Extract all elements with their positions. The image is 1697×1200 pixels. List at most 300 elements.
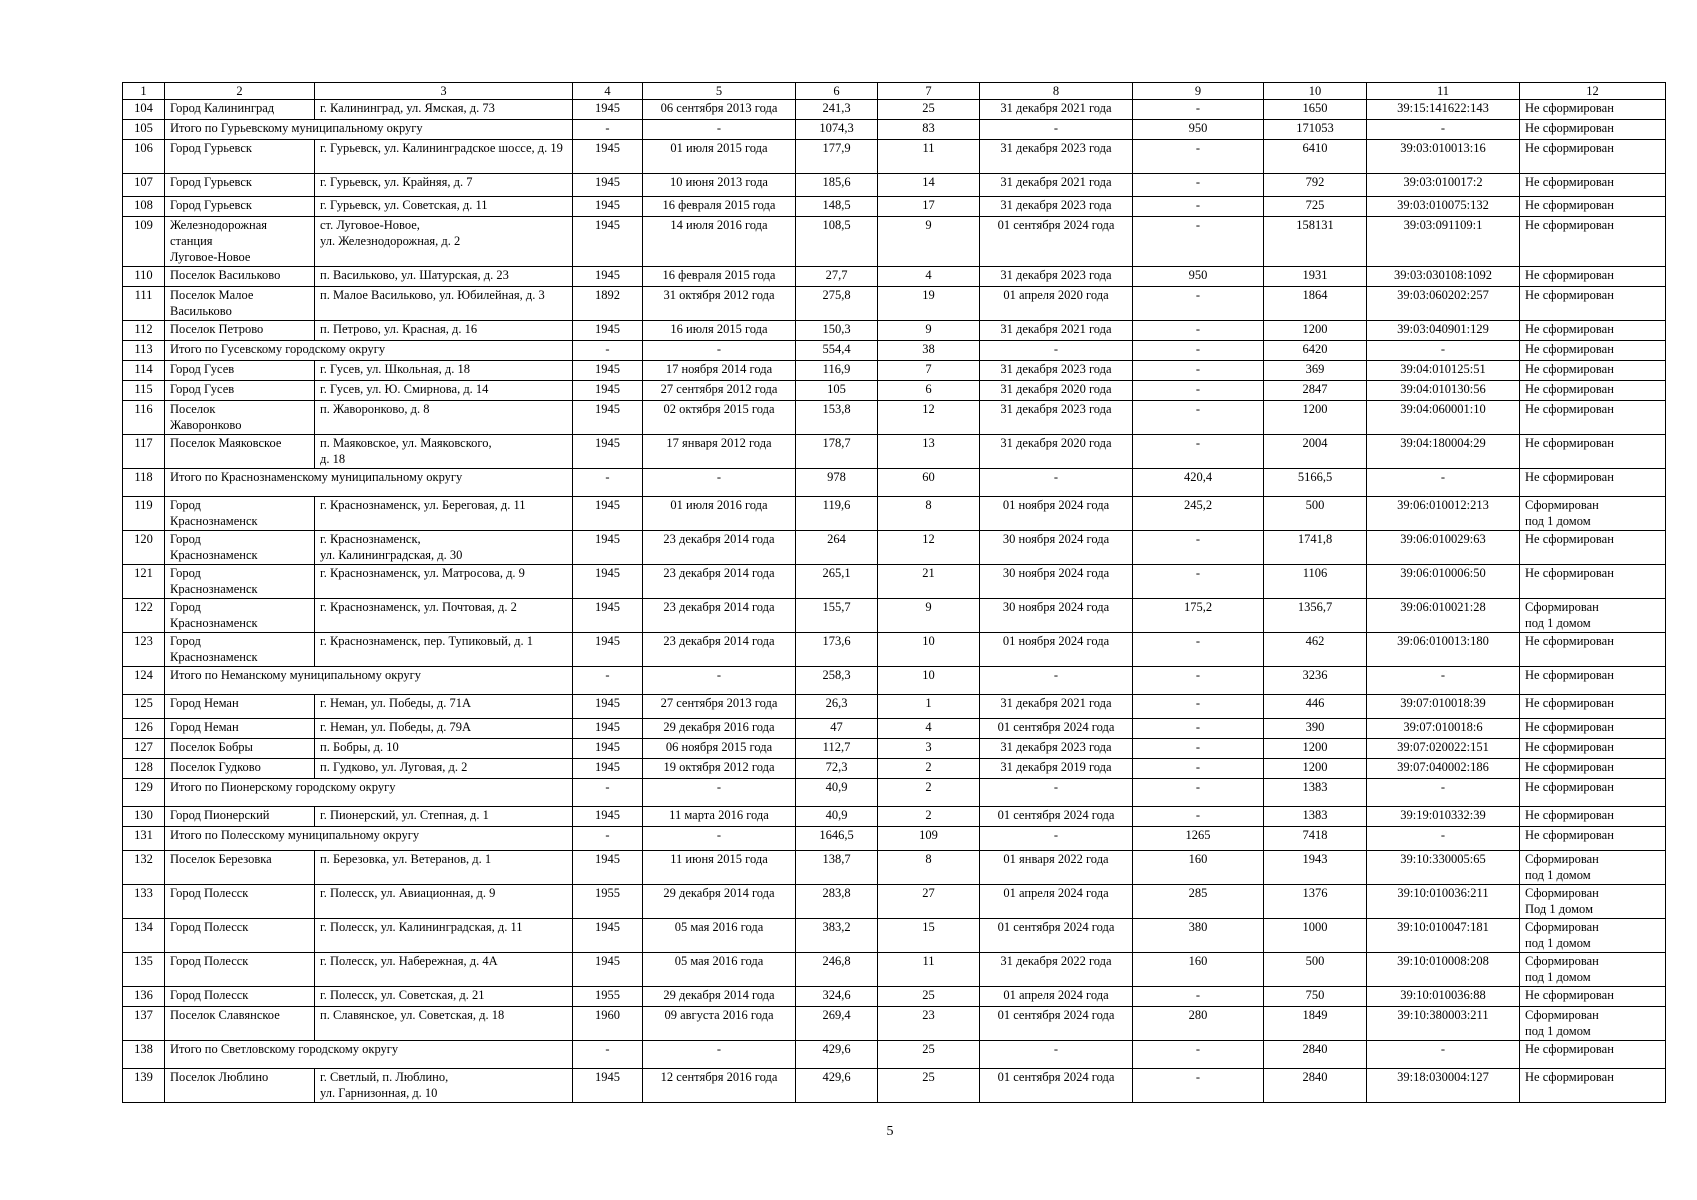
date-cell: 31 октября 2012 года: [643, 287, 796, 321]
row-number-cell: 127: [123, 739, 165, 759]
table-row: [123, 435, 1666, 469]
cadastral-number-cell: 39:03:030108:1092: [1367, 267, 1520, 287]
total-label: Итого по Полесскому муниципальному округу: [165, 827, 573, 851]
amount-cell: -: [1133, 321, 1264, 341]
cadastral-number-cell: 39:15:141622:143: [1367, 100, 1520, 120]
amount-cell: -: [1133, 1069, 1264, 1103]
amount-cell: 280: [1133, 1007, 1264, 1041]
locality-cell: Город Неман: [165, 695, 315, 719]
year-cell: 1945: [573, 807, 643, 827]
address-cell: п. Малое Васильково, ул. Юбилейная, д. 3: [315, 287, 573, 321]
address-cell: г. Краснознаменск, ул. Калининградская, д. 30: [315, 531, 573, 565]
date-cell: -: [643, 120, 796, 140]
table-row: [123, 531, 1666, 565]
year-cell: 1945: [573, 633, 643, 667]
amount-cell: 1265: [1133, 827, 1264, 851]
status-cell: Не сформирован: [1520, 197, 1666, 217]
amount-cell: -: [1133, 361, 1264, 381]
status-cell: Не сформирован: [1520, 120, 1666, 140]
plot-area-cell: 1106: [1264, 565, 1367, 599]
date-cell: -: [643, 1041, 796, 1069]
plot-area-cell: 1864: [1264, 287, 1367, 321]
plot-area-cell: 1200: [1264, 759, 1367, 779]
plot-area-cell: 6420: [1264, 341, 1367, 361]
address-cell: г. Пионерский, ул. Степная, д. 1: [315, 807, 573, 827]
row-number-cell: 134: [123, 919, 165, 953]
cadastral-number-cell: 39:10:380003:211: [1367, 1007, 1520, 1041]
plot-area-cell: 2004: [1264, 435, 1367, 469]
area-cell: 258,3: [796, 667, 878, 695]
deadline-cell: 31 декабря 2023 года: [980, 401, 1133, 435]
cadastral-number-cell: 39:07:040002:186: [1367, 759, 1520, 779]
row-number-cell: 136: [123, 987, 165, 1007]
status-cell: Не сформирован: [1520, 695, 1666, 719]
date-cell: 06 сентября 2013 года: [643, 100, 796, 120]
row-number-cell: 126: [123, 719, 165, 739]
total-row: [123, 827, 1666, 851]
deadline-cell: 31 декабря 2021 года: [980, 174, 1133, 197]
row-number: 129: [123, 779, 165, 807]
plot-area-cell: 1741,8: [1264, 531, 1367, 565]
address-cell: п. Славянское, ул. Советская, д. 18: [315, 1007, 573, 1041]
area-cell: 150,3: [796, 321, 878, 341]
year-cell: 1945: [573, 953, 643, 987]
plot-area-cell: 1383: [1264, 779, 1367, 807]
address-cell: г. Гурьевск, ул. Крайняя, д. 7: [315, 174, 573, 197]
table-row: [123, 1069, 1666, 1103]
date-cell: 23 декабря 2014 года: [643, 599, 796, 633]
year-cell: 1945: [573, 719, 643, 739]
residents-cell: 6: [878, 381, 980, 401]
amount-cell: -: [1133, 174, 1264, 197]
residents-cell: 38: [878, 341, 980, 361]
year-cell: 1945: [573, 217, 643, 267]
status-cell: Не сформирован: [1520, 435, 1666, 469]
column-number: 11: [1367, 83, 1520, 100]
cadastral-number-cell: -: [1367, 667, 1520, 695]
cadastral-number-cell: 39:10:010047:181: [1367, 919, 1520, 953]
residents-cell: 25: [878, 1041, 980, 1069]
residents-cell: 4: [878, 719, 980, 739]
date-cell: 16 февраля 2015 года: [643, 197, 796, 217]
date-cell: 23 декабря 2014 года: [643, 565, 796, 599]
total-row: [123, 120, 1666, 140]
row-number-cell: 110: [123, 267, 165, 287]
date-cell: 29 декабря 2014 года: [643, 987, 796, 1007]
area-cell: 119,6: [796, 497, 878, 531]
area-cell: 108,5: [796, 217, 878, 267]
address-cell: п. Васильково, ул. Шатурская, д. 23: [315, 267, 573, 287]
table-row: [123, 100, 1666, 120]
deadline-cell: -: [980, 1041, 1133, 1069]
area-cell: 185,6: [796, 174, 878, 197]
plot-area-cell: 1383: [1264, 807, 1367, 827]
row-number-cell: 104: [123, 100, 165, 120]
row-number-cell: 135: [123, 953, 165, 987]
area-cell: 148,5: [796, 197, 878, 217]
cadastral-number-cell: 39:04:060001:10: [1367, 401, 1520, 435]
year-cell: -: [573, 779, 643, 807]
year-cell: 1955: [573, 885, 643, 919]
address-cell: г. Краснознаменск, ул. Матросова, д. 9: [315, 565, 573, 599]
date-cell: 23 декабря 2014 года: [643, 633, 796, 667]
amount-cell: -: [1133, 381, 1264, 401]
plot-area-cell: 2840: [1264, 1041, 1367, 1069]
residents-cell: 8: [878, 851, 980, 885]
area-cell: 1074,3: [796, 120, 878, 140]
total-label: Итого по Пионерскому городскому округу: [165, 779, 573, 807]
status-cell: Не сформирован: [1520, 287, 1666, 321]
cadastral-number-cell: 39:03:091109:1: [1367, 217, 1520, 267]
address-cell: ст. Луговое-Новое, ул. Железнодорожная, д. 2: [315, 217, 573, 267]
area-cell: 72,3: [796, 759, 878, 779]
date-cell: -: [643, 667, 796, 695]
row-number-cell: 133: [123, 885, 165, 919]
address-cell: г. Краснознаменск, пер. Тупиковый, д. 1: [315, 633, 573, 667]
area-cell: 429,6: [796, 1069, 878, 1103]
area-cell: 383,2: [796, 919, 878, 953]
area-cell: 241,3: [796, 100, 878, 120]
table-row: [123, 140, 1666, 174]
column-number: 4: [573, 83, 643, 100]
residents-cell: 21: [878, 565, 980, 599]
residents-cell: 17: [878, 197, 980, 217]
deadline-cell: -: [980, 667, 1133, 695]
plot-area-cell: 1200: [1264, 321, 1367, 341]
table-row: [123, 695, 1666, 719]
address-cell: г. Светлый, п. Люблино, ул. Гарнизонная, д. 10: [315, 1069, 573, 1103]
plot-area-cell: 390: [1264, 719, 1367, 739]
status-cell: Не сформирован: [1520, 633, 1666, 667]
area-cell: 105: [796, 381, 878, 401]
deadline-cell: 31 декабря 2020 года: [980, 381, 1133, 401]
cadastral-number-cell: 39:06:010013:180: [1367, 633, 1520, 667]
area-cell: 264: [796, 531, 878, 565]
status-cell: Не сформирован: [1520, 779, 1666, 807]
area-cell: 554,4: [796, 341, 878, 361]
area-cell: 138,7: [796, 851, 878, 885]
plot-area-cell: 6410: [1264, 140, 1367, 174]
plot-area-cell: 1356,7: [1264, 599, 1367, 633]
residents-cell: 13: [878, 435, 980, 469]
cadastral-number-cell: 39:06:010029:63: [1367, 531, 1520, 565]
date-cell: 10 июня 2013 года: [643, 174, 796, 197]
status-cell: Не сформирован: [1520, 140, 1666, 174]
status-cell: Сформирован под 1 домом: [1520, 851, 1666, 885]
area-cell: 153,8: [796, 401, 878, 435]
table-row: [123, 174, 1666, 197]
address-cell: г. Краснознаменск, ул. Береговая, д. 11: [315, 497, 573, 531]
deadline-cell: -: [980, 827, 1133, 851]
area-cell: 116,9: [796, 361, 878, 381]
row-number-cell: 116: [123, 401, 165, 435]
area-cell: 40,9: [796, 779, 878, 807]
residents-cell: 83: [878, 120, 980, 140]
amount-cell: -: [1133, 341, 1264, 361]
cadastral-number-cell: 39:03:010013:16: [1367, 140, 1520, 174]
total-label: Итого по Краснознаменскому муниципальному округу: [165, 469, 573, 497]
amount-cell: -: [1133, 531, 1264, 565]
plot-area-cell: 1376: [1264, 885, 1367, 919]
cadastral-number-cell: 39:04:010130:56: [1367, 381, 1520, 401]
residents-cell: 1: [878, 695, 980, 719]
plot-area-cell: 1200: [1264, 739, 1367, 759]
row-number-cell: 108: [123, 197, 165, 217]
status-cell: Не сформирован: [1520, 217, 1666, 267]
amount-cell: -: [1133, 100, 1264, 120]
table-row: [123, 633, 1666, 667]
locality-cell: Поселок Маяковское: [165, 435, 315, 469]
date-cell: 01 июля 2016 года: [643, 497, 796, 531]
row-number-cell: 123: [123, 633, 165, 667]
cadastral-number-cell: -: [1367, 779, 1520, 807]
amount-cell: -: [1133, 1041, 1264, 1069]
residents-cell: 2: [878, 759, 980, 779]
column-number: 12: [1520, 83, 1666, 100]
residents-cell: 2: [878, 807, 980, 827]
cadastral-number-cell: -: [1367, 827, 1520, 851]
address-cell: г. Гурьевск, ул. Советская, д. 11: [315, 197, 573, 217]
address-cell: г. Полесск, ул. Советская, д. 21: [315, 987, 573, 1007]
status-cell: Не сформирован: [1520, 565, 1666, 599]
column-number: 8: [980, 83, 1133, 100]
amount-cell: -: [1133, 140, 1264, 174]
table-row: [123, 919, 1666, 953]
locality-cell: Город Краснознаменск: [165, 633, 315, 667]
row-number-cell: 112: [123, 321, 165, 341]
amount-cell: -: [1133, 435, 1264, 469]
status-cell: Не сформирован: [1520, 827, 1666, 851]
amount-cell: 160: [1133, 851, 1264, 885]
cadastral-number-cell: 39:07:010018:39: [1367, 695, 1520, 719]
deadline-cell: 01 сентября 2024 года: [980, 807, 1133, 827]
row-number-cell: 119: [123, 497, 165, 531]
address-cell: г. Неман, ул. Победы, д. 79А: [315, 719, 573, 739]
plot-area-cell: 792: [1264, 174, 1367, 197]
table-row: [123, 497, 1666, 531]
table-row: [123, 401, 1666, 435]
status-cell: Не сформирован: [1520, 531, 1666, 565]
residents-cell: 7: [878, 361, 980, 381]
residents-cell: 11: [878, 140, 980, 174]
table-row: [123, 987, 1666, 1007]
deadline-cell: 31 декабря 2020 года: [980, 435, 1133, 469]
date-cell: 11 июня 2015 года: [643, 851, 796, 885]
column-number-row: [123, 83, 1666, 100]
residents-cell: 25: [878, 100, 980, 120]
row-number-cell: 120: [123, 531, 165, 565]
date-cell: 17 ноября 2014 года: [643, 361, 796, 381]
locality-cell: Поселок Люблино: [165, 1069, 315, 1103]
amount-cell: -: [1133, 217, 1264, 267]
deadline-cell: -: [980, 779, 1133, 807]
table-row: [123, 287, 1666, 321]
residents-cell: 19: [878, 287, 980, 321]
year-cell: 1945: [573, 531, 643, 565]
area-cell: 27,7: [796, 267, 878, 287]
plot-area-cell: 462: [1264, 633, 1367, 667]
deadline-cell: 30 ноября 2024 года: [980, 531, 1133, 565]
address-cell: г. Неман, ул. Победы, д. 71А: [315, 695, 573, 719]
area-cell: 173,6: [796, 633, 878, 667]
deadline-cell: 01 сентября 2024 года: [980, 217, 1133, 267]
residents-cell: 12: [878, 531, 980, 565]
table-row: [123, 565, 1666, 599]
locality-cell: Город Краснознаменск: [165, 565, 315, 599]
amount-cell: -: [1133, 565, 1264, 599]
status-cell: Не сформирован: [1520, 469, 1666, 497]
residents-cell: 2: [878, 779, 980, 807]
total-row: [123, 1041, 1666, 1069]
table-row: [123, 267, 1666, 287]
status-cell: Не сформирован: [1520, 759, 1666, 779]
locality-cell: Город Полесск: [165, 885, 315, 919]
locality-cell: Город Калининград: [165, 100, 315, 120]
cadastral-number-cell: 39:03:010075:132: [1367, 197, 1520, 217]
status-cell: Не сформирован: [1520, 100, 1666, 120]
residents-cell: 23: [878, 1007, 980, 1041]
date-cell: 09 августа 2016 года: [643, 1007, 796, 1041]
address-cell: г. Полесск, ул. Набережная, д. 4А: [315, 953, 573, 987]
year-cell: 1945: [573, 197, 643, 217]
table-body: [123, 83, 1666, 1103]
date-cell: 05 мая 2016 года: [643, 953, 796, 987]
year-cell: 1945: [573, 1069, 643, 1103]
residents-cell: 109: [878, 827, 980, 851]
year-cell: 1945: [573, 695, 643, 719]
cadastral-number-cell: 39:06:010021:28: [1367, 599, 1520, 633]
locality-cell: Город Гусев: [165, 361, 315, 381]
cadastral-number-cell: -: [1367, 469, 1520, 497]
plot-area-cell: 750: [1264, 987, 1367, 1007]
residents-cell: 14: [878, 174, 980, 197]
area-cell: 155,7: [796, 599, 878, 633]
plot-area-cell: 369: [1264, 361, 1367, 381]
status-cell: Не сформирован: [1520, 321, 1666, 341]
row-number-cell: 125: [123, 695, 165, 719]
area-cell: 177,9: [796, 140, 878, 174]
amount-cell: -: [1133, 719, 1264, 739]
deadline-cell: -: [980, 120, 1133, 140]
amount-cell: 950: [1133, 267, 1264, 287]
status-cell: Не сформирован: [1520, 739, 1666, 759]
table-row: [123, 197, 1666, 217]
date-cell: 23 декабря 2014 года: [643, 531, 796, 565]
deadline-cell: 31 декабря 2022 года: [980, 953, 1133, 987]
residents-cell: 4: [878, 267, 980, 287]
deadline-cell: -: [980, 469, 1133, 497]
row-number-cell: 111: [123, 287, 165, 321]
date-cell: -: [643, 341, 796, 361]
address-cell: п. Петрово, ул. Красная, д. 16: [315, 321, 573, 341]
locality-cell: Город Краснознаменск: [165, 497, 315, 531]
residents-cell: 12: [878, 401, 980, 435]
residents-cell: 25: [878, 1069, 980, 1103]
deadline-cell: 01 ноября 2024 года: [980, 497, 1133, 531]
table-row: [123, 759, 1666, 779]
amount-cell: -: [1133, 739, 1264, 759]
deadline-cell: 31 декабря 2023 года: [980, 140, 1133, 174]
address-cell: г. Краснознаменск, ул. Почтовая, д. 2: [315, 599, 573, 633]
amount-cell: 420,4: [1133, 469, 1264, 497]
amount-cell: -: [1133, 401, 1264, 435]
residents-cell: 27: [878, 885, 980, 919]
residents-cell: 10: [878, 633, 980, 667]
year-cell: 1945: [573, 100, 643, 120]
row-number: 118: [123, 469, 165, 497]
deadline-cell: 01 апреля 2024 года: [980, 987, 1133, 1007]
table-row: [123, 321, 1666, 341]
total-label: Итого по Светловскому городскому округу: [165, 1041, 573, 1069]
row-number-cell: 132: [123, 851, 165, 885]
date-cell: 12 сентября 2016 года: [643, 1069, 796, 1103]
plot-area-cell: 1849: [1264, 1007, 1367, 1041]
year-cell: 1945: [573, 401, 643, 435]
row-number-cell: 115: [123, 381, 165, 401]
date-cell: 27 сентября 2012 года: [643, 381, 796, 401]
status-cell: Не сформирован: [1520, 341, 1666, 361]
cadastral-number-cell: 39:06:010006:50: [1367, 565, 1520, 599]
cadastral-number-cell: 39:04:180004:29: [1367, 435, 1520, 469]
amount-cell: -: [1133, 287, 1264, 321]
plot-area-cell: 158131: [1264, 217, 1367, 267]
locality-cell: Поселок Славянское: [165, 1007, 315, 1041]
area-cell: 47: [796, 719, 878, 739]
deadline-cell: 01 сентября 2024 года: [980, 1069, 1133, 1103]
status-cell: Сформирован под 1 домом: [1520, 497, 1666, 531]
year-cell: -: [573, 1041, 643, 1069]
cadastral-number-cell: -: [1367, 120, 1520, 140]
year-cell: -: [573, 469, 643, 497]
year-cell: 1945: [573, 497, 643, 531]
row-number: 124: [123, 667, 165, 695]
deadline-cell: 31 декабря 2023 года: [980, 197, 1133, 217]
address-cell: г. Полесск, ул. Калининградская, д. 11: [315, 919, 573, 953]
amount-cell: -: [1133, 807, 1264, 827]
plot-area-cell: 1931: [1264, 267, 1367, 287]
plot-area-cell: 5166,5: [1264, 469, 1367, 497]
amount-cell: 245,2: [1133, 497, 1264, 531]
deadline-cell: 01 апреля 2024 года: [980, 885, 1133, 919]
locality-cell: Поселок Васильково: [165, 267, 315, 287]
row-number-cell: 114: [123, 361, 165, 381]
locality-cell: Железнодорожная станция Луговое-Новое: [165, 217, 315, 267]
deadline-cell: 31 декабря 2021 года: [980, 100, 1133, 120]
cadastral-number-cell: 39:10:010036:88: [1367, 987, 1520, 1007]
date-cell: 16 февраля 2015 года: [643, 267, 796, 287]
date-cell: 19 октября 2012 года: [643, 759, 796, 779]
cadastral-number-cell: -: [1367, 341, 1520, 361]
date-cell: 27 сентября 2013 года: [643, 695, 796, 719]
area-cell: 265,1: [796, 565, 878, 599]
table-row: [123, 851, 1666, 885]
table-row: [123, 953, 1666, 987]
locality-cell: Поселок Березовка: [165, 851, 315, 885]
row-number: 113: [123, 341, 165, 361]
locality-cell: Город Неман: [165, 719, 315, 739]
cadastral-number-cell: 39:19:010332:39: [1367, 807, 1520, 827]
status-cell: Не сформирован: [1520, 361, 1666, 381]
amount-cell: 950: [1133, 120, 1264, 140]
year-cell: 1945: [573, 435, 643, 469]
status-cell: Не сформирован: [1520, 267, 1666, 287]
locality-cell: Город Гурьевск: [165, 174, 315, 197]
plot-area-cell: 1200: [1264, 401, 1367, 435]
year-cell: 1892: [573, 287, 643, 321]
year-cell: 1945: [573, 140, 643, 174]
amount-cell: -: [1133, 633, 1264, 667]
residents-cell: 11: [878, 953, 980, 987]
